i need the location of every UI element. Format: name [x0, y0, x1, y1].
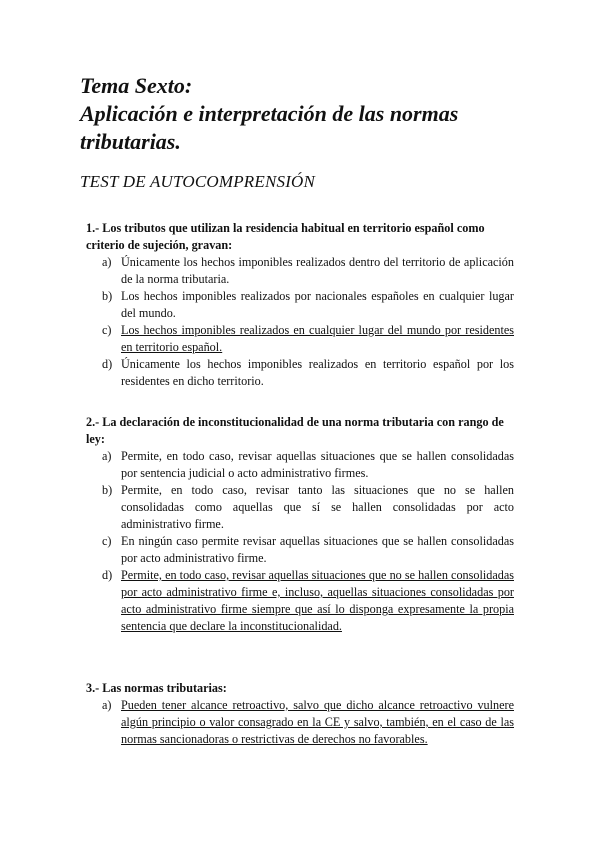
document-title — [80, 72, 458, 156]
question-title: 1.- Los tributos que utilizan la residencia habitual en territorio español como criterio de sujeción, gravan: — [86, 221, 485, 252]
question-3 — [86, 680, 514, 748]
option-a — [86, 254, 514, 288]
question-title: 3.- Las normas tributarias: — [86, 681, 227, 695]
option-d — [86, 356, 514, 390]
option-text: Permite, en todo caso, revisar aquellas situaciones que no se hallen consolidadas por acto administrativo firme e, incluso, aquellas situaciones consolidadas por acto administrativo firme siempre que así lo disponga expresamente la propia sentencia que declare la inconstitucionalidad. — [121, 568, 514, 633]
option-marker: a) — [102, 255, 112, 269]
option-text: En ningún caso permite revisar aquellas situaciones que se hallen consolidadas por acto administrativo firme. — [121, 534, 514, 565]
option-text: Permite, en todo caso, revisar tanto las situaciones que no se hallen consolidadas como aquellas que sí se hallen consolidadas por acto administrativo firme. — [121, 483, 514, 531]
section-subtitle: TEST DE AUTOCOMPRENSIÓN — [80, 172, 316, 191]
title-line-1: Tema Sexto: — [80, 73, 193, 98]
option-marker: d) — [102, 568, 113, 582]
option-text: Únicamente los hechos imponibles realizados dentro del territorio de aplicación de la norma tributaria. — [121, 255, 514, 286]
title-line-3: tributarias. — [80, 129, 181, 154]
option-text: Pueden tener alcance retroactivo, salvo que dicho alcance retroactivo vulnere algún principio o valor consagrado en la CE y salvo, también, en el caso de las normas sancionadoras o restrictivas de derechos no favorables. — [121, 698, 514, 746]
option-marker: c) — [102, 534, 112, 548]
option-text: Los hechos imponibles realizados por nacionales españoles en cualquier lugar del mundo. — [121, 289, 514, 320]
options-list — [86, 448, 514, 635]
option-c-correct — [86, 322, 514, 356]
option-b — [86, 288, 514, 322]
option-a — [86, 448, 514, 482]
option-marker: b) — [102, 483, 113, 497]
option-marker: c) — [102, 323, 112, 337]
option-text: Los hechos imponibles realizados en cualquier lugar del mundo por residentes en territorio español. — [121, 323, 514, 354]
option-d-correct — [86, 567, 514, 635]
option-text: Permite, en todo caso, revisar aquellas situaciones que se hallen consolidadas por sentencia judicial o acto administrativo firmes. — [121, 449, 514, 480]
option-marker: a) — [102, 698, 112, 712]
option-text: Únicamente los hechos imponibles realizados en territorio español por los residentes en dicho territorio. — [121, 357, 514, 388]
option-marker: a) — [102, 449, 112, 463]
option-marker: d) — [102, 357, 113, 371]
option-marker: b) — [102, 289, 113, 303]
question-title: 2.- La declaración de inconstitucionalidad de una norma tributaria con rango de ley: — [86, 415, 504, 446]
question-1 — [86, 220, 514, 390]
option-a-correct — [86, 697, 514, 748]
question-2 — [86, 414, 514, 635]
options-list — [86, 697, 514, 748]
option-c — [86, 533, 514, 567]
title-line-2: Aplicación e interpretación de las normas — [80, 101, 459, 126]
option-b — [86, 482, 514, 533]
options-list — [86, 254, 514, 390]
